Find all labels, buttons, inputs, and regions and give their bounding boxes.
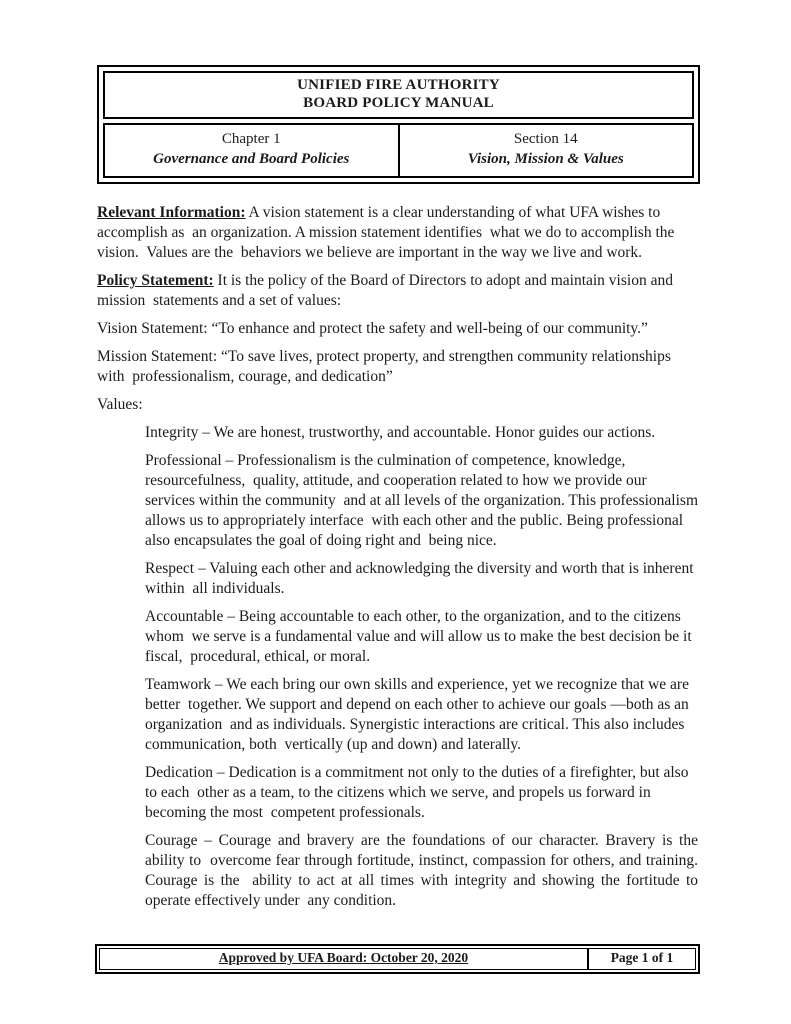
relevant-information-paragraph	[97, 203, 698, 263]
approval-text: Approved by UFA Board: October 20, 2020	[218, 950, 469, 965]
vision-statement: Vision Statement: “To enhance and protect the safety and well-being of our community.”	[97, 320, 648, 337]
value-paragraph-integrity: Integrity – We are honest, trustworthy, and accountable. Honor guides our actions.	[145, 424, 656, 441]
relevant-information-text: A vision statement is a clear understanding of what UFA wishes to accomplish as an organization. A mission statement identifies what we do to accomplish the vision. Values are the behaviors we believe are important in the way we live and work.	[97, 204, 679, 261]
value-paragraph-courage: Courage – Courage and bravery are the foundations of our character. Bravery is the ability to overcome fear through fortitude, instinct, compassion for others, and training. Courage is the ability to act at all times with integrity and showing the fortitude to operate effectively under any condition.	[145, 832, 702, 909]
value-paragraph-dedication: Dedication – Dedication is a commitment not only to the duties of a firefighter, but also to each other as a team, to the citizens which we serve, and propels us forward in becoming the most competent professionals.	[145, 764, 693, 821]
policy-statement-text: It is the policy of the Board of Directors to adopt and maintain vision and mission statements and a set of values:	[97, 272, 677, 309]
manual-title: BOARD POLICY MANUAL	[303, 95, 494, 111]
chapter-name: Governance and Board Policies	[153, 151, 350, 167]
policy-statement-paragraph	[97, 271, 698, 311]
header-title-box	[103, 71, 694, 119]
chapter-label: Chapter 1	[221, 131, 281, 147]
page-number: Page 1 of 1	[610, 950, 674, 965]
mission-statement: Mission Statement: “To save lives, protect property, and strengthen community relationships with professionalism, courage, and dedication”	[97, 348, 675, 385]
org-title: UNIFIED FIRE AUTHORITY	[297, 77, 500, 93]
section-cell	[400, 125, 693, 176]
document-body	[97, 203, 702, 919]
document-header	[97, 65, 700, 184]
values-heading: Values:	[97, 396, 143, 413]
value-paragraph-accountable: Accountable – Being accountable to each other, to the organization, and to the citizens whom we serve is a fundamental value and will allow us to make the best decision be it fiscal, procedural, ethical, or moral.	[145, 608, 696, 665]
value-paragraph-teamwork: Teamwork – We each bring our own skills and experience, yet we recognize that we are better together. We support and depend on each other to achieve our goals —both as an organization and as individuals. Synergistic interactions are critical. This also includes communication, both vertically (up and down) and laterally.	[145, 676, 693, 753]
section-name: Vision, Mission & Values	[467, 151, 624, 167]
policy-statement-label: Policy Statement:	[97, 272, 214, 289]
relevant-information-label: Relevant Information:	[97, 204, 246, 221]
value-paragraph-respect: Respect – Valuing each other and acknowledging the diversity and worth that is inherent within all individuals.	[145, 560, 698, 597]
chapter-cell	[105, 125, 400, 176]
section-label: Section 14	[513, 131, 578, 147]
header-chapter-section-row	[103, 123, 694, 178]
document-footer	[95, 944, 700, 974]
value-paragraph-professional: Professional – Professionalism is the culmination of competence, knowledge, resourcefulness, quality, attitude, and cooperation related to how we provide our services within the community and at all levels of the organization. This professionalism allows us to appropriately interface with each other and the public. Being professional also encapsulates the goal of doing right and being nice.	[145, 452, 702, 549]
page-number-cell	[589, 949, 695, 969]
footer-table	[99, 948, 696, 970]
approval-cell	[100, 949, 589, 969]
